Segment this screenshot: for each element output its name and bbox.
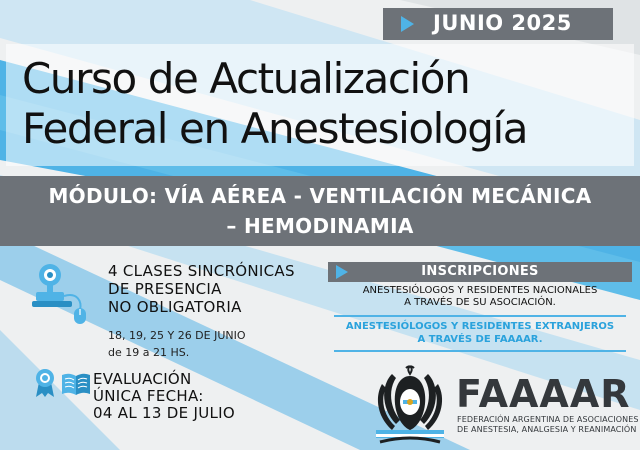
classes-info xyxy=(108,262,295,316)
classes-dates: 18, 19, 25 Y 26 DE JUNIO xyxy=(108,329,246,342)
date-tag-label: JUNIO 2025 xyxy=(433,11,572,35)
evaluation-line-1: EVALUACIÓN xyxy=(93,370,192,388)
evaluation-line-3: 04 AL 13 DE JULIO xyxy=(93,404,235,422)
award-ribbon-icon xyxy=(34,368,56,398)
faaaar-emblem-icon xyxy=(370,364,450,446)
classes-hours: de 19 a 21 HS. xyxy=(108,346,190,359)
logo-subtitle-line-2: DE ANESTESIA, ANALGESIA Y REANIMACIÓN xyxy=(457,425,637,434)
inscriptions-national xyxy=(328,285,632,309)
module-band xyxy=(0,176,640,246)
inscriptions-foreign-line-2: A TRAVÉS DE FAAAAR. xyxy=(417,334,543,345)
evaluation-info xyxy=(93,371,235,422)
inscriptions-foreign[interactable] xyxy=(328,320,632,346)
module-line-2: – HEMODINAMIA xyxy=(226,214,414,238)
inscriptions-foreign-line-1: ANESTESIÓLOGOS Y RESIDENTES EXTRANJEROS xyxy=(345,321,615,332)
classes-line-3: NO OBLIGATORIA xyxy=(108,298,242,316)
course-title-line-2: Federal en Anestesiología xyxy=(22,104,528,153)
open-book-icon xyxy=(60,372,92,396)
inscriptions-header xyxy=(328,262,632,282)
date-tag xyxy=(383,8,613,40)
evaluation-line-2: ÚNICA FECHA: xyxy=(93,387,204,405)
course-title-line-1: Curso de Actualización xyxy=(22,54,470,103)
divider xyxy=(334,315,626,317)
computer-webcam-mouse-icon xyxy=(30,262,98,324)
inscriptions-header-label: INSCRIPCIONES xyxy=(421,264,539,279)
module-line-1: MÓDULO: VÍA AÉREA - VENTILACIÓN MECÁNICA xyxy=(48,184,592,208)
divider xyxy=(334,350,626,352)
logo-name: FAAAAR xyxy=(456,372,631,416)
inscriptions-national-line-2: A TRAVÉS DE SU ASOCIACIÓN. xyxy=(404,297,556,308)
inscriptions-national-line-1: ANESTESIÓLOGOS Y RESIDENTES NACIONALES xyxy=(362,285,598,296)
course-title xyxy=(22,54,527,154)
triangle-marker-icon xyxy=(401,16,414,32)
classes-line-1: 4 CLASES SINCRÓNICAS xyxy=(108,262,295,280)
classes-line-2: DE PRESENCIA xyxy=(108,280,222,298)
classes-schedule xyxy=(108,327,246,361)
logo-subtitle-line-1: FEDERACIÓN ARGENTINA DE ASOCIACIONES xyxy=(457,415,639,424)
